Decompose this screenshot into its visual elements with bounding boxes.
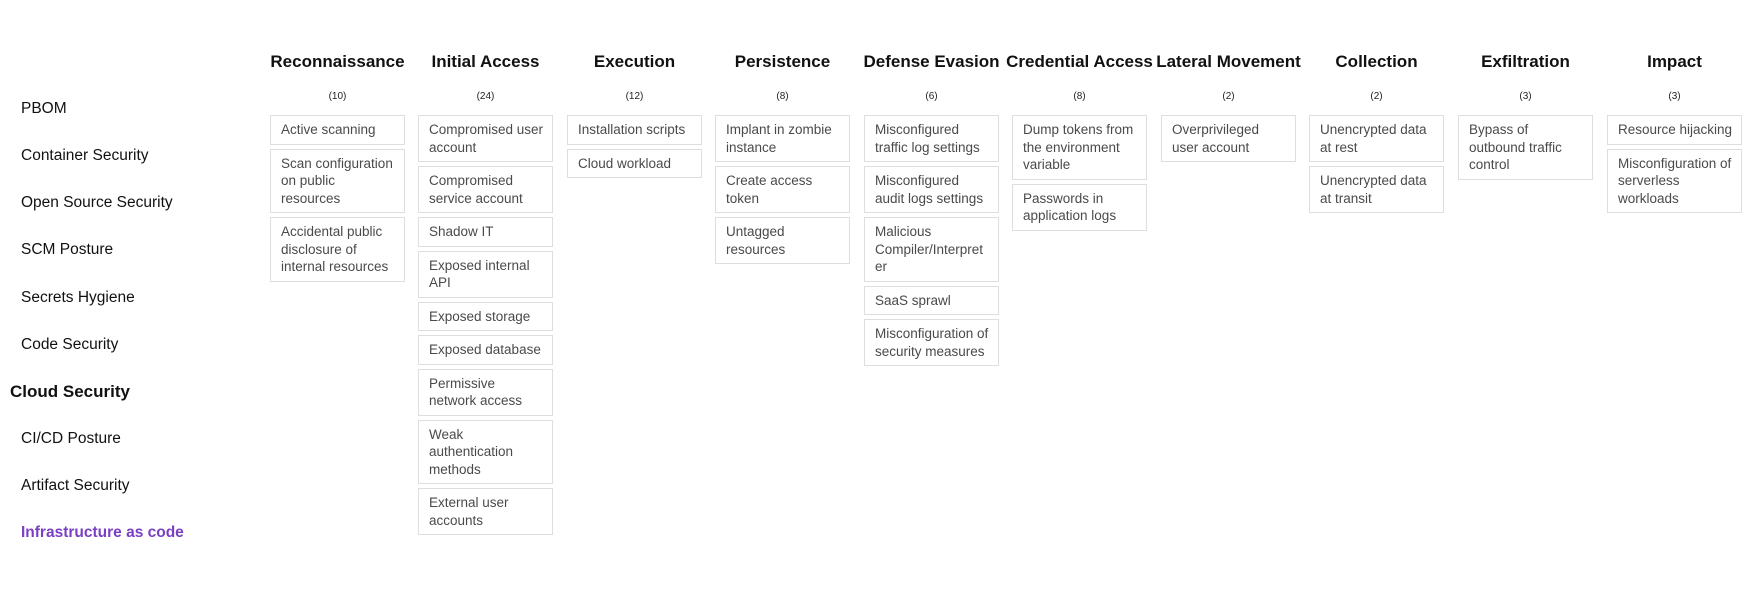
- column-count: (3): [1519, 91, 1532, 102]
- technique-card[interactable]: Implant in zombie instance: [715, 115, 850, 162]
- technique-card[interactable]: Unencrypted data at transit: [1309, 166, 1444, 213]
- card-list: [1012, 115, 1147, 235]
- card-list: [715, 115, 850, 268]
- technique-card[interactable]: Accidental public disclosure of internal resources: [270, 217, 405, 282]
- technique-card[interactable]: Misconfiguration of serverless workloads: [1607, 149, 1742, 214]
- column-title: Exfiltration: [1481, 52, 1570, 71]
- column-count: (2): [1370, 91, 1383, 102]
- column-count: (6): [925, 91, 938, 102]
- column-count: (8): [1073, 91, 1086, 102]
- card-list: [567, 115, 702, 182]
- technique-card[interactable]: Dump tokens from the environment variable: [1012, 115, 1147, 180]
- sidebar-item-container-security[interactable]: Container Security: [21, 147, 149, 164]
- column-title: Defense Evasion: [863, 52, 1000, 71]
- sidebar-item-pbom[interactable]: PBOM: [21, 100, 67, 117]
- technique-card[interactable]: Shadow IT: [418, 217, 553, 247]
- technique-card[interactable]: Exposed storage: [418, 302, 553, 332]
- sidebar-item-artifact-security[interactable]: Artifact Security: [21, 477, 130, 494]
- column-title: Persistence: [734, 52, 831, 71]
- sidebar-item-code-security[interactable]: Code Security: [21, 336, 119, 353]
- card-list: [270, 115, 405, 286]
- technique-card[interactable]: Misconfigured audit logs settings: [864, 166, 999, 213]
- sidebar-item-open-source-security[interactable]: Open Source Security: [21, 194, 173, 211]
- card-list: [418, 115, 553, 539]
- column-title: Credential Access: [1006, 52, 1153, 71]
- column-count: (8): [776, 91, 789, 102]
- column-count: (3): [1668, 91, 1681, 102]
- card-list: [864, 115, 999, 370]
- sidebar-nav: [0, 0, 250, 600]
- sidebar-item-ci-cd-posture[interactable]: CI/CD Posture: [21, 430, 121, 447]
- column-count: (24): [476, 91, 495, 102]
- technique-card[interactable]: Misconfigured traffic log settings: [864, 115, 999, 162]
- sidebar-item-secrets-hygiene[interactable]: Secrets Hygiene: [21, 289, 135, 306]
- technique-card[interactable]: Scan configuration on public resources: [270, 149, 405, 214]
- technique-card[interactable]: Exposed database: [418, 335, 553, 365]
- sidebar-item-cloud-security[interactable]: Cloud Security: [10, 382, 130, 401]
- column-count: (10): [328, 91, 347, 102]
- technique-card[interactable]: Overprivileged user account: [1161, 115, 1296, 162]
- column-title: Collection: [1335, 52, 1418, 71]
- technique-card[interactable]: Misconfiguration of security measures: [864, 319, 999, 366]
- card-list: [1309, 115, 1444, 217]
- column-title: Execution: [593, 52, 676, 71]
- technique-card[interactable]: SaaS sprawl: [864, 286, 999, 316]
- technique-card[interactable]: Active scanning: [270, 115, 405, 145]
- card-list: [1607, 115, 1742, 217]
- technique-card[interactable]: External user accounts: [418, 488, 553, 535]
- technique-card[interactable]: Bypass of outbound traffic control: [1458, 115, 1593, 180]
- technique-card[interactable]: Create access token: [715, 166, 850, 213]
- column-title: Impact: [1647, 52, 1702, 71]
- technique-card[interactable]: Exposed internal API: [418, 251, 553, 298]
- technique-card[interactable]: Unencrypted data at rest: [1309, 115, 1444, 162]
- card-list: [1161, 115, 1296, 166]
- sidebar-item-infrastructure-as-code[interactable]: Infrastructure as code: [21, 524, 184, 541]
- technique-card[interactable]: Passwords in application logs: [1012, 184, 1147, 231]
- technique-card[interactable]: Malicious Compiler/Interpreter: [864, 217, 999, 282]
- technique-card[interactable]: Cloud workload: [567, 149, 702, 179]
- column-title: Initial Access: [431, 52, 540, 71]
- sidebar-item-scm-posture[interactable]: SCM Posture: [21, 241, 114, 258]
- column-count: (12): [625, 91, 644, 102]
- technique-card[interactable]: Weak authentication methods: [418, 420, 553, 485]
- technique-card[interactable]: Permissive network access: [418, 369, 553, 416]
- technique-card[interactable]: Resource hijacking: [1607, 115, 1742, 145]
- column-title: Reconnaissance: [270, 52, 405, 71]
- technique-card[interactable]: Installation scripts: [567, 115, 702, 145]
- technique-card[interactable]: Compromised user account: [418, 115, 553, 162]
- column-title: Lateral Movement: [1156, 52, 1301, 71]
- technique-card[interactable]: Compromised service account: [418, 166, 553, 213]
- column-count: (2): [1222, 91, 1235, 102]
- card-list: [1458, 115, 1593, 184]
- technique-card[interactable]: Untagged resources: [715, 217, 850, 264]
